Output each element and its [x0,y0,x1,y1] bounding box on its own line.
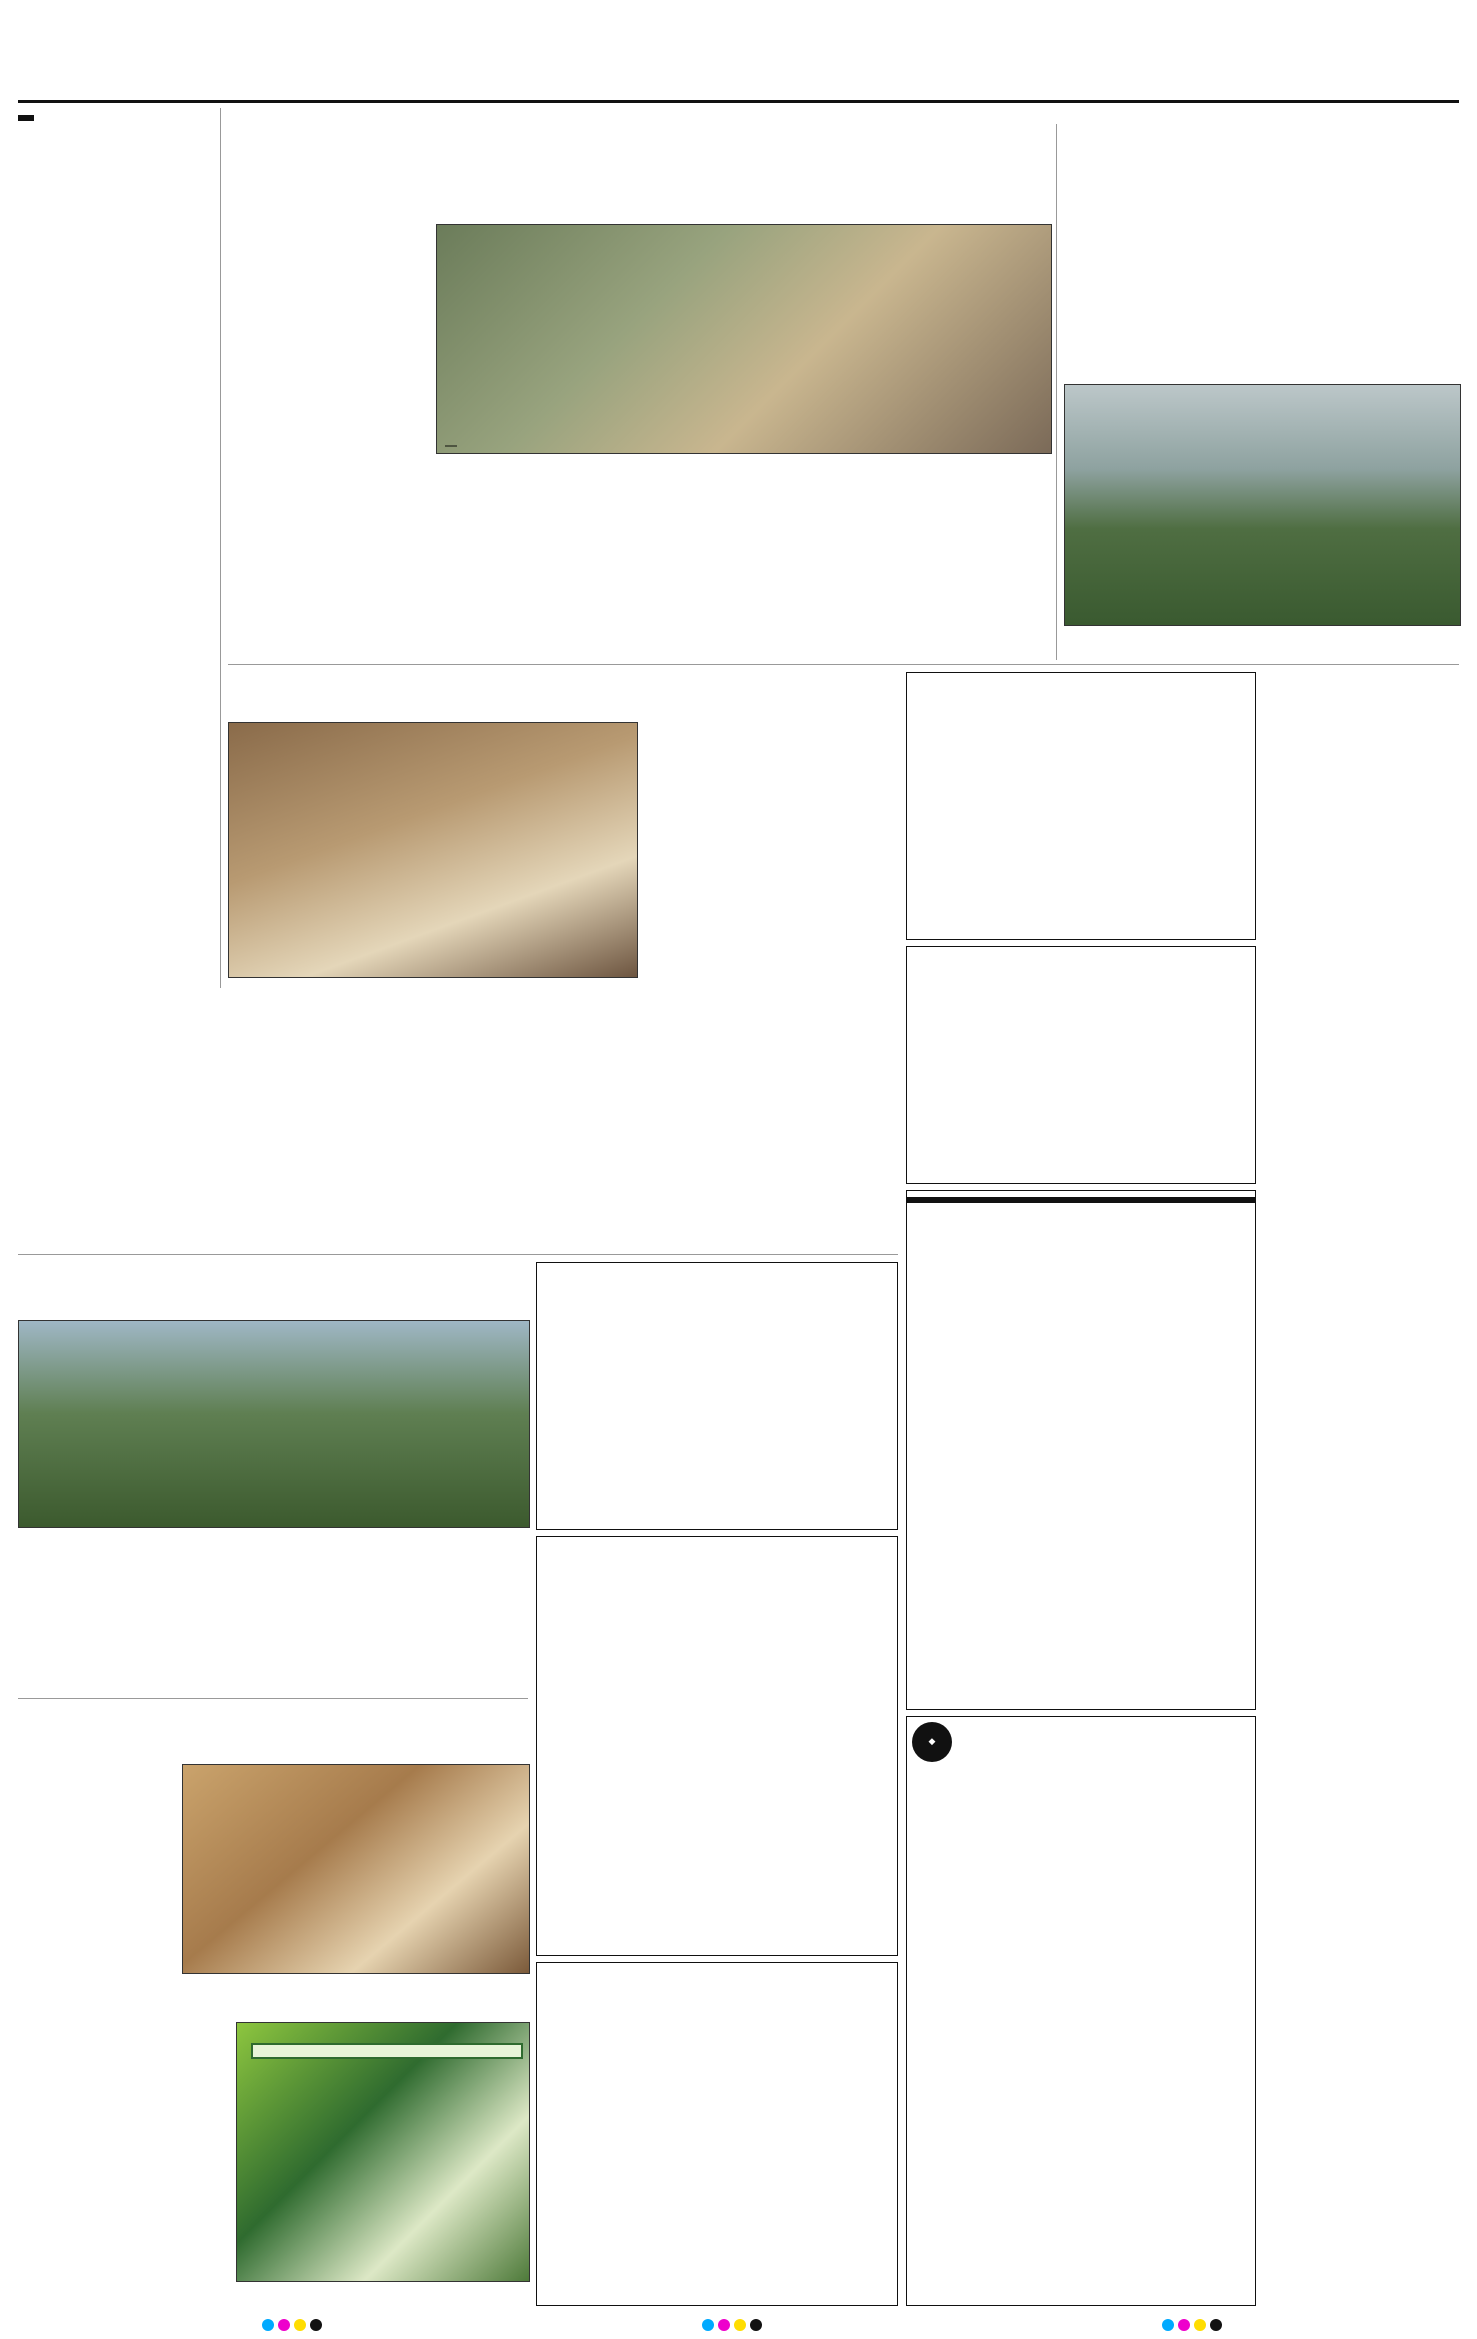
brief-text-1 [18,129,214,501]
lead-col-1 [228,304,428,660]
darshan-text-1 [228,1020,428,1250]
memo-text-2 [646,1054,896,1250]
soil-photo [182,1764,530,1974]
smpb-notice [536,1262,898,1530]
lead-col-3 [642,458,838,660]
lead-col-2 [436,458,632,660]
eic-notice [536,1962,898,2306]
registration-marks [1160,2316,1224,2335]
nalco-photo [18,1320,530,1528]
soil-text-2 [182,1994,528,2018]
masthead-rule [18,100,1459,103]
masthead-logo [18,6,238,70]
row-divider [18,1698,528,1699]
nalco-text-3 [434,1532,528,1692]
nalco-text-2 [226,1532,426,1692]
clay-text-1 [1064,204,1254,380]
darshan-photo [228,722,638,978]
jeypore-notice [536,1536,898,1956]
lead-col-4 [848,458,1048,660]
brief-text-2 [18,511,214,771]
ssb-notice [906,946,1256,1184]
row-divider [18,1254,898,1255]
lead-photo [436,224,1052,454]
registration-marks [260,2316,324,2335]
vocational-text [18,2130,228,2298]
lead-byline [228,228,428,300]
clay-text-2 [1266,184,1459,380]
darshan-text-2 [436,1000,636,1250]
column-divider [220,108,221,988]
hindi-notice [906,672,1256,940]
soil-text-1 [18,1804,174,2010]
nalco-text-1 [18,1552,218,1692]
brief-column [18,106,214,988]
railway-tenders-column [1264,664,1459,2306]
memo-text-1 [646,790,896,1050]
post-notice [906,1190,1256,1710]
clay-photo [1064,384,1461,626]
watco-logo-icon: ◆ [912,1722,952,1762]
column-divider [1056,124,1057,660]
registration-marks [700,2316,764,2335]
lead-photo-caption [445,445,457,447]
vocational-photo [236,2022,530,2282]
section-label [18,115,34,121]
watco-notice [906,1716,1256,2306]
